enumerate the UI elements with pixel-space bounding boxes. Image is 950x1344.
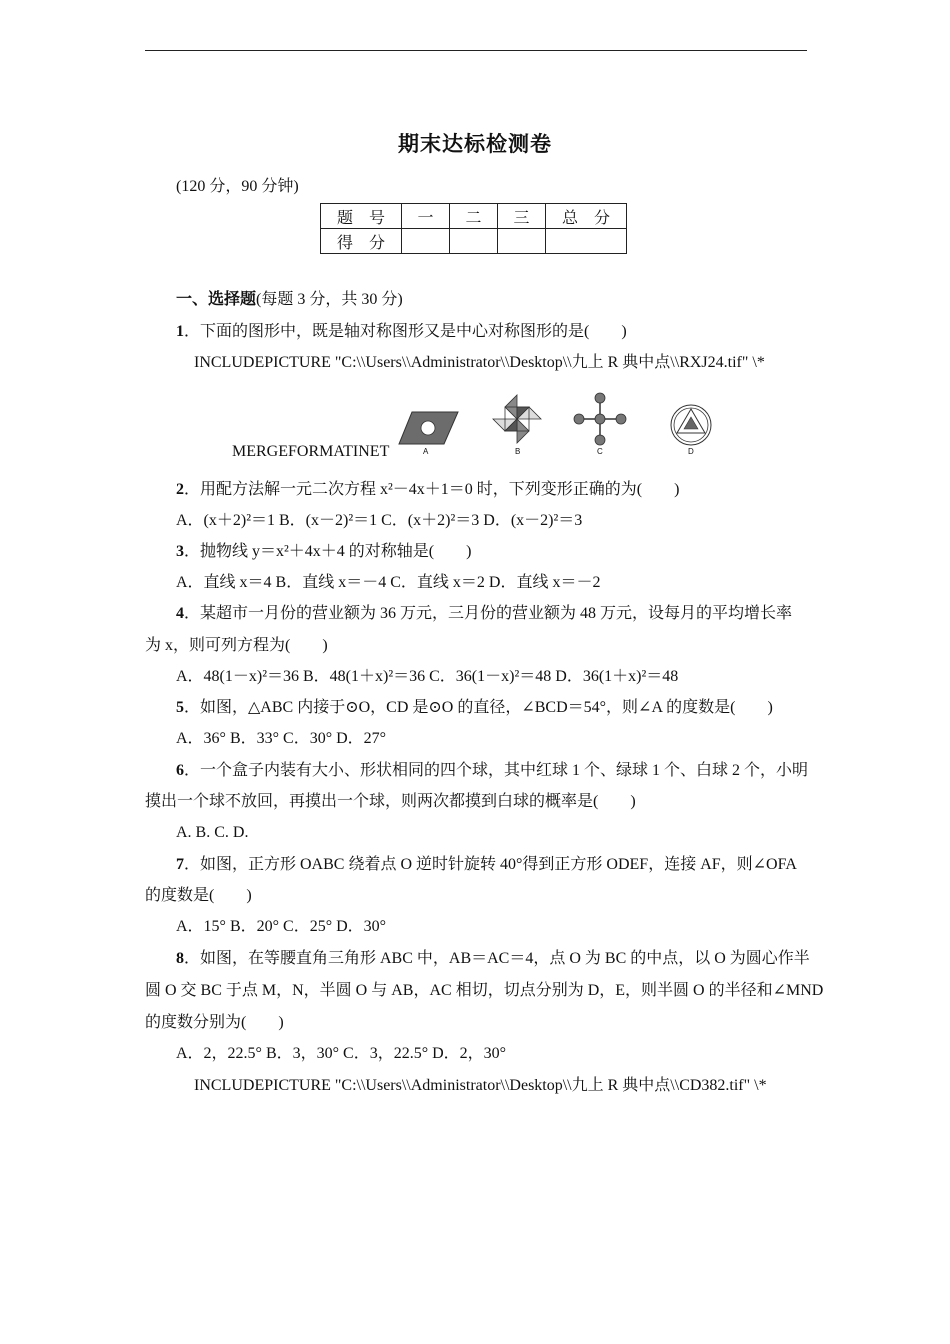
question-number: 3 bbox=[176, 543, 184, 560]
merge-field-code: MERGEFORMATINET bbox=[232, 443, 390, 460]
question-text-cont: 为 x，则可列方程为( ) bbox=[145, 637, 328, 654]
answer-options: A．48(1－x)²＝36 B．48(1＋x)²＝36 C．36(1－x)²＝48 D．36(1＋x)²＝48 bbox=[176, 668, 679, 685]
figure-label: C bbox=[597, 447, 603, 456]
score-table-row bbox=[321, 204, 627, 229]
figure-label: B bbox=[515, 447, 521, 456]
question-text-cont: 的度数是( ) bbox=[145, 887, 252, 904]
question-number: 8 bbox=[176, 950, 184, 967]
score-cell: 总 分 bbox=[546, 204, 627, 229]
score-cell: 题 号 bbox=[321, 204, 402, 229]
question-5 bbox=[176, 698, 773, 718]
question-4 bbox=[176, 604, 792, 624]
exam-meta: (120 分，90 分钟) bbox=[176, 178, 299, 195]
question-3 bbox=[176, 542, 471, 562]
question-text-cont: 的度数分别为( ) bbox=[145, 1014, 284, 1031]
score-cell: 三 bbox=[498, 204, 546, 229]
question-text: ．一个盒子内装有大小、形状相同的四个球，其中红球 1 个、绿球 1 个、白球 2 个，小明 bbox=[184, 762, 809, 779]
score-cell bbox=[402, 229, 450, 254]
question-text: ．如图，在等腰直角三角形 ABC 中，AB＝AC＝4，点 O 为 BC 的中点，以 O 为圆心作半 bbox=[184, 950, 810, 967]
question-number: 4 bbox=[176, 605, 184, 622]
question-number: 1 bbox=[176, 323, 184, 340]
question-text: ．某超市一月份的营业额为 36 万元，三月份的营业额为 48 万元，设每月的平均增长率 bbox=[184, 605, 793, 622]
answer-options: A．15° B．20° C．25° D．30° bbox=[176, 918, 387, 935]
score-cell bbox=[546, 229, 627, 254]
question-number: 6 bbox=[176, 762, 184, 779]
question-text: ．如图，正方形 OABC 绕着点 O 逆时针旋转 40°得到正方形 ODEF，连接 AF，则∠OFA bbox=[184, 856, 797, 873]
score-cell: 一 bbox=[402, 204, 450, 229]
figure-b-pinwheel bbox=[490, 392, 544, 446]
question-8 bbox=[176, 949, 810, 969]
answer-options: A. B. C. D. bbox=[176, 824, 249, 841]
include-field-code: INCLUDEPICTURE "C:\\Users\\Administrator\\Desktop\\九上 R 典中点\\RXJ24.tif" \* bbox=[194, 354, 765, 371]
score-cell: 得 分 bbox=[321, 229, 402, 254]
question-text: ．如图，△ABC 内接于⊙O，CD 是⊙O 的直径，∠BCD＝54°，则∠A 的度数是( ) bbox=[184, 699, 773, 716]
include-field-code: INCLUDEPICTURE "C:\\Users\\Administrator\\Desktop\\九上 R 典中点\\CD382.tif" \* bbox=[194, 1077, 767, 1094]
figure-a-parallelogram bbox=[398, 410, 460, 446]
score-cell bbox=[498, 229, 546, 254]
page-title: 期末达标检测卷 bbox=[398, 132, 552, 156]
question-text: ．抛物线 y＝x²＋4x＋4 的对称轴是( ) bbox=[184, 543, 472, 560]
figure-label: D bbox=[688, 447, 694, 456]
answer-options: A．2，22.5° B．3，30° C．3，22.5° D．2，30° bbox=[176, 1045, 507, 1062]
question-number: 5 bbox=[176, 699, 184, 716]
answer-options: A．(x＋2)²＝1 B．(x－2)²＝1 C．(x＋2)²＝3 D．(x－2)²＝3 bbox=[176, 512, 583, 529]
section-title: 一、选择题 bbox=[176, 291, 257, 308]
score-table-row bbox=[321, 229, 627, 254]
score-cell bbox=[450, 229, 498, 254]
question-text-cont: 圆 O 交 BC 于点 M，N，半圆 O 与 AB，AC 相切，切点分别为 D，E，则半圆 O 的半径和∠MND bbox=[145, 982, 824, 999]
question-text: ．用配方法解一元二次方程 x²－4x＋1＝0 时，下列变形正确的为( ) bbox=[184, 481, 680, 498]
question-6 bbox=[176, 761, 808, 781]
question-number: 2 bbox=[176, 481, 184, 498]
question-text: ．下面的图形中，既是轴对称图形又是中心对称图形的是( ) bbox=[184, 323, 627, 340]
figure-c-circle-cross bbox=[573, 392, 627, 446]
score-table bbox=[320, 203, 627, 254]
score-cell: 二 bbox=[450, 204, 498, 229]
question-2 bbox=[176, 480, 679, 500]
section-heading bbox=[176, 290, 403, 310]
figure-label: A bbox=[423, 447, 429, 456]
figure-d-triangle-in-circle bbox=[668, 403, 714, 447]
question-1 bbox=[176, 322, 627, 342]
question-number: 7 bbox=[176, 856, 184, 873]
section-note: (每题 3 分，共 30 分) bbox=[256, 291, 403, 308]
question-7 bbox=[176, 855, 797, 875]
header-rule bbox=[145, 50, 807, 51]
question-text-cont: 摸出一个球不放回，再摸出一个球，则两次都摸到白球的概率是( ) bbox=[145, 793, 636, 810]
answer-options: A．36° B．33° C．30° D．27° bbox=[176, 730, 387, 747]
answer-options: A．直线 x＝4 B．直线 x＝－4 C．直线 x＝2 D．直线 x＝－2 bbox=[176, 574, 601, 591]
